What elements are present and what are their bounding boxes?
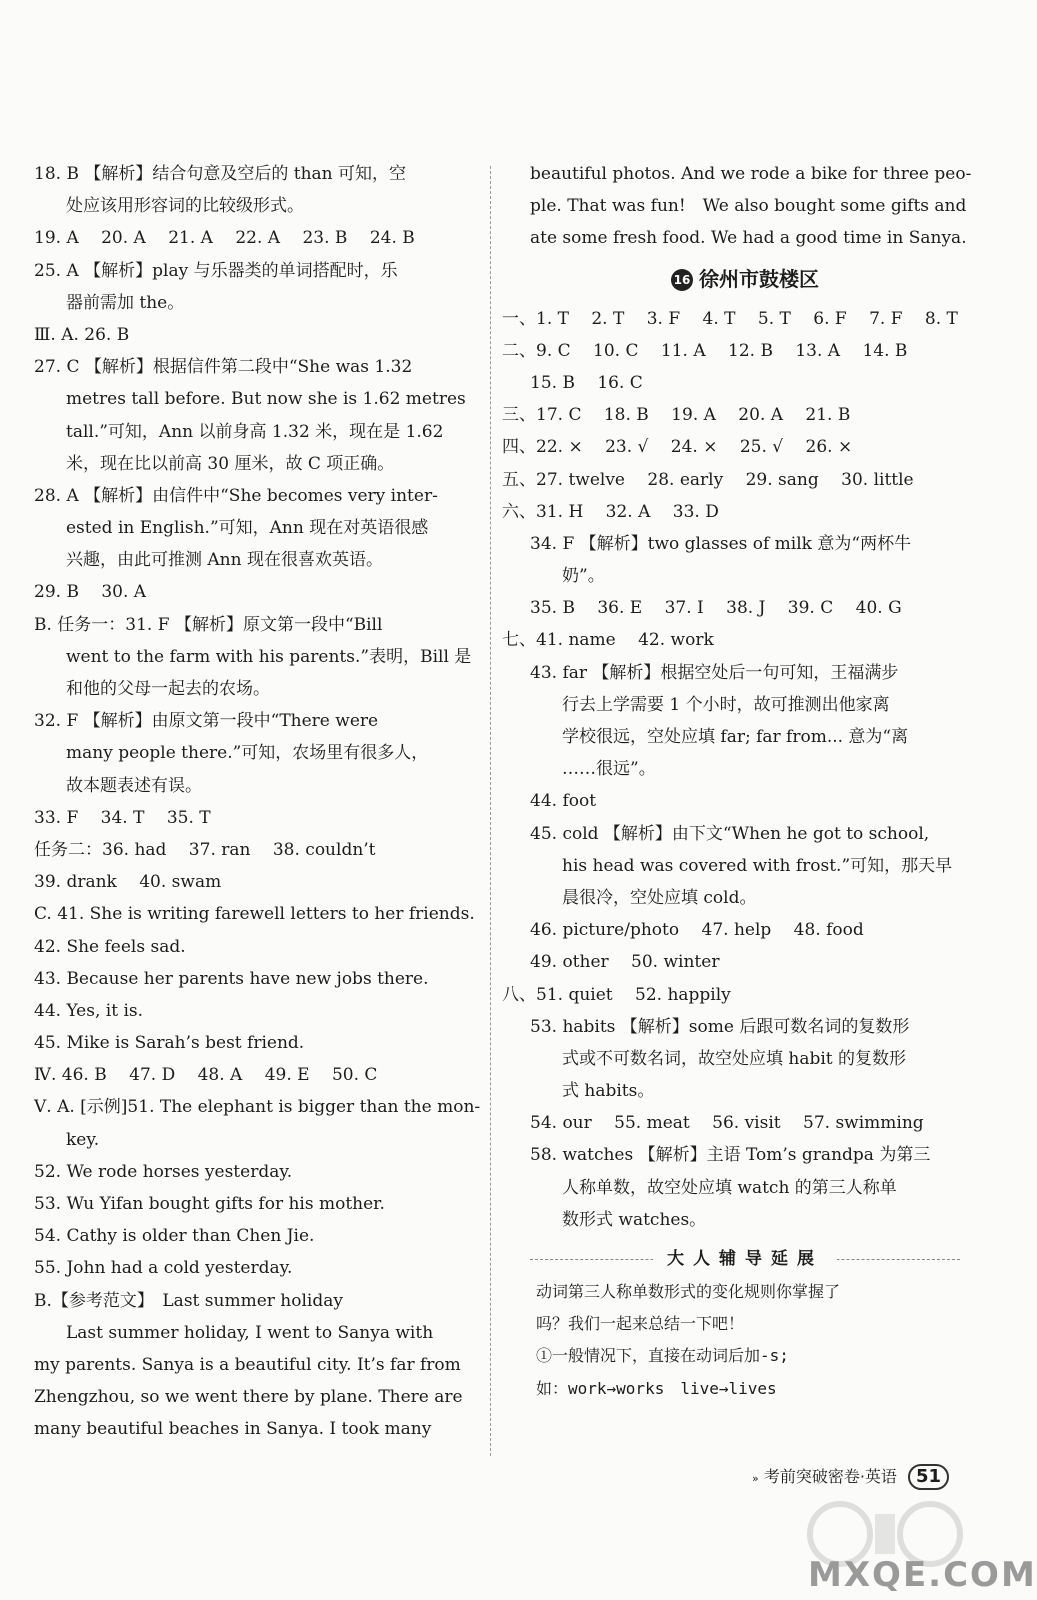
answer-line: Zhengzhou, so we went there by plane. There are [34,1387,463,1408]
answer-line: 学校很远，空处应填 far; far from... 意为“离 [562,727,909,747]
page-footer [752,1462,949,1492]
extension-line: ①一般情况下，直接在动词后加-s; [536,1346,789,1366]
section-answers [502,303,960,1236]
answer-line: 数形式 watches。 [562,1209,707,1230]
section-title-text: 徐州市鼓楼区 [699,266,819,291]
answer-line: 49. other 50. winter [530,952,720,973]
answer-line: 53. habits 【解析】some 后跟可数名词的复数形 [530,1016,910,1037]
answer-line: Ⅲ. A. 26. B [34,324,130,345]
answer-line: 55. John had a cold yesterday. [34,1258,293,1279]
answer-line: C. 41. She is writing farewell letters to her friends. [34,904,475,925]
essay-line: ple. That was fun! We also bought some gifts and [530,196,967,217]
answer-line: 45. Mike is Sarah’s best friend. [34,1033,305,1054]
answer-line: 53. Wu Yifan bought gifts for his mother. [34,1194,385,1214]
answer-line: B.【参考范文】 Last summer holiday [34,1290,343,1311]
section-title [530,255,960,303]
answer-line: 42. She feels sad. [34,936,186,957]
extension-body [530,1276,960,1405]
answer-line: 器前需加 the。 [66,292,185,313]
answer-line: 54. our 55. meat 56. visit 57. swimming [530,1113,924,1134]
answer-line: 52. We rode horses yesterday. [34,1161,293,1182]
answer-line: 和他的父母一起去的农场。 [66,679,270,699]
answer-line: key. [66,1129,100,1150]
answer-line: ested in English.”可知，Ann 现在对英语很感 [66,518,429,539]
answer-line: 43. far 【解析】根据空处后一句可知，王福满步 [530,662,899,683]
answer-line: 五、27. twelve 28. early 29. sang 30. little [502,469,914,490]
section-badge: 16 [671,269,693,291]
answer-line: Ⅴ. A. [示例]51. The elephant is bigger than the mon- [34,1097,481,1118]
answer-line: 处应该用形容词的比较级形式。 [66,196,304,217]
answer-line: 34. F 【解析】two glasses of milk 意为“两杯牛 [530,533,912,554]
answer-line: 式 habits。 [562,1081,655,1102]
extension-line: 吗？我们一起来总结一下吧！ [536,1314,745,1334]
answer-line: 25. A 【解析】play 与乐器类的单词搭配时，乐 [34,260,398,281]
answer-line: ……很远”。 [562,759,656,780]
answer-line: 44. foot [530,791,597,812]
extension-line: 如：work→works live→lives [536,1378,777,1398]
answer-line: 式或不可数名词，故空处应填 habit 的复数形 [562,1048,907,1069]
right-column [502,158,972,1405]
answer-line: Ⅳ. 46. B 47. D 48. A 49. E 50. C [34,1065,378,1086]
essay-line: beautiful photos. And we rode a bike for three peo- [530,164,972,184]
answer-line: 人称单数，故空处应填 watch 的第三人称单 [562,1177,897,1198]
left-column [34,158,481,1446]
answer-line: 四、22. × 23. √ 24. × 25. √ 26. × [502,437,853,458]
watermark-text: MXQE.COM [808,1555,1037,1595]
answer-line: 行去上学需要 1 个小时，故可推测出他家离 [562,694,890,715]
answer-line: 44. Yes, it is. [34,1000,144,1021]
answer-line: 29. B 30. A [34,582,147,603]
page-number: 51 [908,1464,949,1490]
essay-line: ate some fresh food. We had a good time in Sanya. [530,228,967,249]
answer-line: 18. B 【解析】结合句意及空后的 than 可知，空 [34,164,407,184]
answer-line: 19. A 20. A 21. A 22. A 23. B 24. B [34,228,415,249]
answer-line: 三、17. C 18. B 19. A 20. A 21. B [502,405,851,426]
answer-line: 七、41. name 42. work [502,630,714,651]
footer-text: 考前突破密卷·英语 [763,1467,897,1486]
answer-line: 27. C 【解析】根据信件第二段中“She was 1.32 [34,357,413,378]
answer-line: my parents. Sanya is a beautiful city. It’s far from [34,1354,461,1375]
arrow-icon: » [752,1472,759,1485]
answer-line: 任务二：36. had 37. ran 38. couldn’t [34,839,376,860]
answer-line: Last summer holiday, I went to Sanya with [66,1322,434,1343]
answer-line: 54. Cathy is older than Chen Jie. [34,1226,315,1247]
extension-title: 大人辅导延展 [653,1249,837,1269]
answer-line: went to the farm with his parents.”表明，Bill 是 [66,646,472,667]
extension-line: 动词第三人称单数形式的变化规则你掌握了 [536,1282,841,1301]
answer-line: 28. A 【解析】由信件中“She becomes very inter- [34,485,438,506]
answer-line: 45. cold 【解析】由下文“When he got to school, [530,823,930,844]
answer-line: 晨很冷，空处应填 cold。 [562,887,757,908]
essay-continuation [530,158,972,255]
answer-line: 八、51. quiet 52. happily [502,984,731,1005]
answer-line: 32. F 【解析】由原文第一段中“There were [34,711,379,732]
column-divider [490,166,491,1456]
extension-header [530,1242,960,1276]
answer-line: 奶”。 [562,566,605,587]
answer-line: 米，现在比以前高 30 厘米，故 C 项正确。 [66,453,395,474]
answer-line: his head was covered with frost.”可知，那天早 [562,855,953,876]
answer-line: 15. B 16. C [530,372,643,393]
answer-line: 43. Because her parents have new jobs there. [34,968,429,989]
answer-line: 58. watches 【解析】主语 Tom’s grandpa 为第三 [530,1145,931,1166]
answer-line: metres tall before. But now she is 1.62 metres [66,389,466,410]
answer-line: 兴趣，由此可推测 Ann 现在很喜欢英语。 [66,550,383,571]
answer-line: 六、31. H 32. A 33. D [502,501,719,522]
answer-line: B. 任务一：31. F 【解析】原文第一段中“Bill [34,614,383,635]
answer-line: many beautiful beaches in Sanya. I took many [34,1419,432,1440]
answer-line: 一、1. T 2. T 3. F 4. T 5. T 6. F 7. F 8. T [502,308,958,329]
answer-line: tall.”可知，Ann 以前身高 1.32 米，现在是 1.62 [66,421,444,442]
answer-line: 39. drank 40. swam [34,872,222,893]
answer-line: 35. B 36. E 37. I 38. J 39. C 40. G [530,598,902,619]
answer-line: many people there.”可知，农场里有很多人， [66,743,429,764]
answer-line: 二、9. C 10. C 11. A 12. B 13. A 14. B [502,340,908,361]
answer-line: 46. picture/photo 47. help 48. food [530,920,864,941]
answer-line: 故本题表述有误。 [66,775,202,796]
answer-line: 33. F 34. T 35. T [34,807,211,828]
